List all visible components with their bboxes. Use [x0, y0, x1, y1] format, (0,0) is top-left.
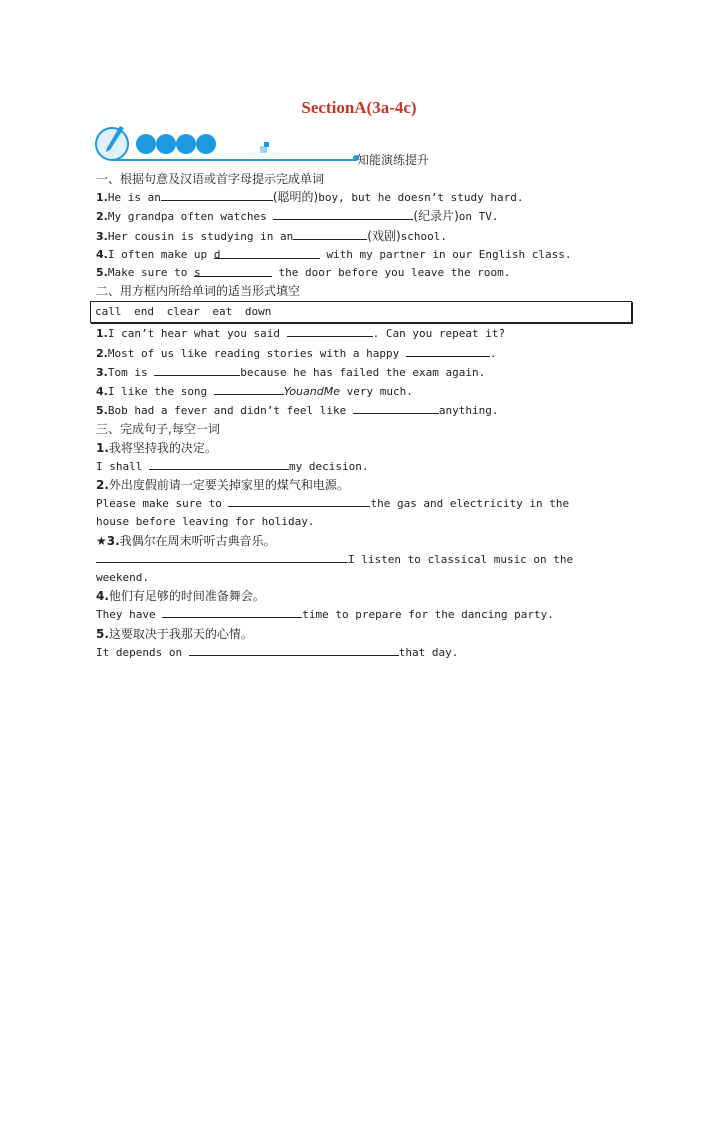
- page-title: SectionA(3a-4c): [301, 98, 417, 117]
- s1-item-1: 1.He is an (聪明的)boy, but he doesn’t study hard.: [96, 190, 524, 205]
- worksheet-content: [96, 170, 636, 662]
- answer-blank[interactable]: [149, 457, 289, 470]
- s3-item-5: It depends on that day.: [96, 643, 636, 662]
- s3-item-2-cont: house before leaving for holiday.: [96, 515, 315, 529]
- answer-blank[interactable]: [214, 382, 284, 395]
- section-2-heading: 二、用方框内所给单词的适当形式填空: [96, 284, 301, 299]
- s2-item-3: 3.Tom is because he has failed the exam again.: [96, 363, 636, 382]
- s1-item-4: 4.I often make up d with my partner in our English class.: [96, 247, 572, 261]
- section-1-heading: 一、根据句意及汉语或首字母提示完成单词: [96, 172, 325, 186]
- s3-item-1-prompt: 1.我将坚持我的决定。: [96, 440, 217, 455]
- s1-item-5: 5.Make sure to s the door before you leave the room.: [96, 266, 511, 280]
- answer-blank[interactable]: s: [194, 264, 272, 277]
- s2-item-4: 4.I like the song YouandMe very much.: [96, 382, 636, 401]
- answer-blank[interactable]: [287, 324, 373, 337]
- s2-item-2: 2.Most of us like reading stories with a happy .: [96, 344, 636, 363]
- answer-blank[interactable]: [228, 494, 370, 507]
- s3-item-2-prompt: 2.外出度假前请一定要关掉家里的煤气和电源。: [96, 478, 349, 493]
- banner-label: 知能演练提升: [357, 153, 430, 167]
- s3-item-4: They have time to prepare for the dancing party.: [96, 605, 636, 624]
- answer-blank[interactable]: [189, 643, 399, 656]
- s2-item-1: 1.I can’t hear what you said . Can you repeat it?: [96, 324, 636, 343]
- s3-item-3-prompt: ★3.我偶尔在周末听听古典音乐。: [96, 533, 276, 548]
- answer-blank[interactable]: [406, 344, 490, 357]
- answer-blank[interactable]: d: [214, 246, 320, 259]
- answer-blank[interactable]: [273, 207, 413, 220]
- s3-item-1: I shall my decision.: [96, 457, 636, 476]
- answer-blank[interactable]: [96, 550, 348, 563]
- word-box: call end clear eat down: [90, 301, 632, 323]
- s3-item-4-prompt: 4.他们有足够的时间准备舞会。: [96, 589, 265, 604]
- answer-blank[interactable]: [162, 605, 302, 618]
- answer-blank[interactable]: [161, 188, 273, 201]
- answer-blank[interactable]: [293, 227, 367, 240]
- s1-item-3: 3.Her cousin is studying in an (戏剧)school.: [96, 228, 448, 243]
- answer-blank[interactable]: [353, 401, 439, 414]
- answer-blank[interactable]: [154, 363, 240, 376]
- s3-item-3: I listen to classical music on the: [96, 550, 636, 569]
- s3-item-3-cont: weekend.: [96, 571, 149, 585]
- s1-item-2: 2.My grandpa often watches (纪录片)on TV.: [96, 209, 499, 224]
- section-3-heading: 三、完成句子,每空一词: [96, 422, 220, 437]
- s3-item-2: Please make sure to the gas and electricity in the: [96, 494, 636, 513]
- s2-item-5: 5.Bob had a fever and didn’t feel like anything.: [96, 401, 636, 420]
- s3-item-5-prompt: 5.这要取决于我那天的心情。: [96, 626, 253, 641]
